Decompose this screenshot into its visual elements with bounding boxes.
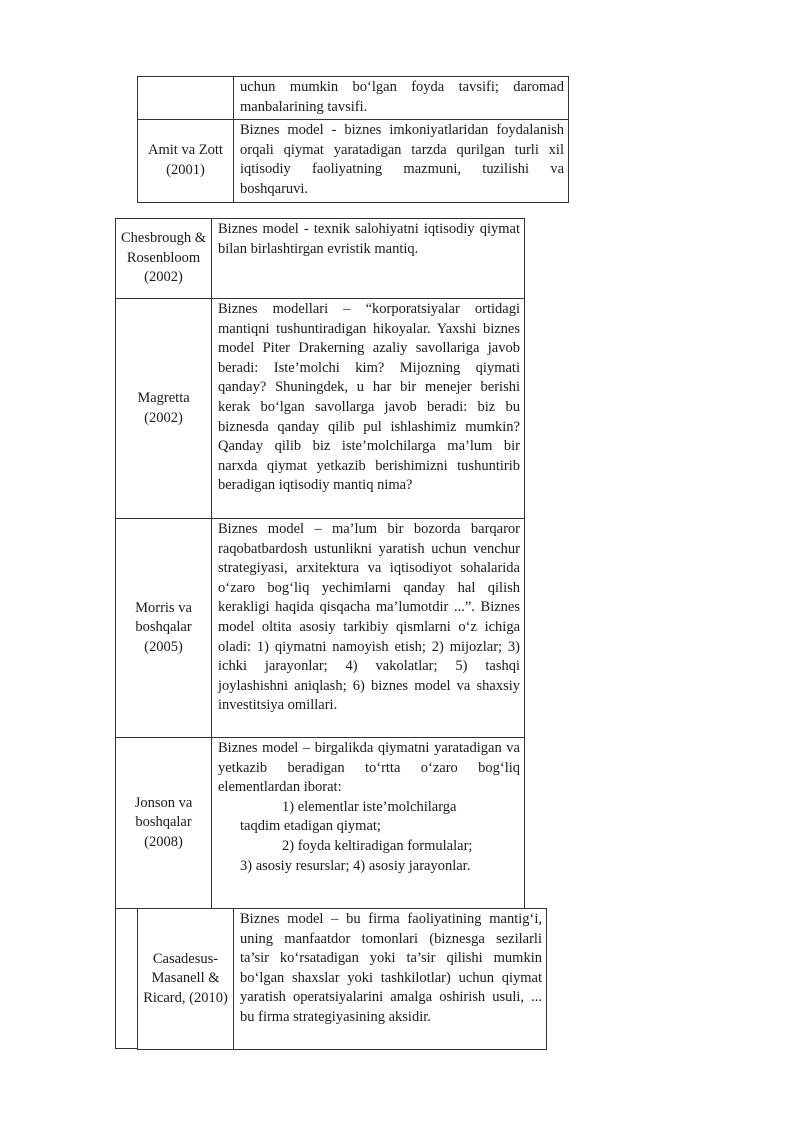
author-cell: Casadesus-Masanell & Ricard, (2010) [138, 909, 234, 1050]
definition-intro: Biznes model – birgalikda qiymatni yaratadigan va yetkazib beradigan to‘rtta o‘zaro bog‘liq elementlardan iborat: [218, 740, 520, 796]
definition-cell: Biznes model – ma’lum bir bozorda barqaror raqobatbardosh ustunlikni yaratish uchun venchur strategiyasi, arxitektura va iqtisodiyot sohalarida o‘zaro bog‘liq yechimlarni qanday hal qilish kerakligi haqida qisqacha ma’lumotdir ...”. Biznes model oltita asosiy tarkibiy qismlarni o‘z ichiga oladi: 1) qiymatni namoyish etish; 2) mijozlar; 3) ichki jarayonlar; 4) vakolatlar; 5) tashqi joylashishni aniqlash; 6) biznes model va shaxsiy investitsiya omillari. [212, 519, 525, 738]
author-cell: Jonson va boshqalar (2008) [116, 738, 212, 909]
definition-cell: Biznes model - biznes imkoniyatlaridan foydalanish orqali qiymat yaratadigan tarzda qurilgan turli xil iqtisodiy faoliyatning mazmuni, tuzilishi va boshqaruvi. [234, 120, 569, 202]
definition-cell [212, 738, 525, 909]
author-cell [138, 77, 234, 120]
table-row [116, 299, 525, 519]
definitions-table-top [137, 76, 569, 203]
author-cell: Amit va Zott (2001) [138, 120, 234, 202]
table-row [138, 909, 547, 1050]
definitions-table-bottom [137, 908, 547, 1050]
definition-cell: Biznes model – bu firma faoliyatining mantig‘i, uning manfaatdor tomonlari (biznesga sezilarli ta’sir ko‘rsatadigan yoki ta’sir qilishi mumkin bo‘lgan shaxslar yoki tashkilotlar) uchun qiymat yaratish operatsiyalarini amalga oshirish usuli, ... bu firma strategiyasining aksidir. [234, 909, 547, 1050]
definition-cell: Biznes model - texnik salohiyatni iqtisodiy qiymat bilan birlashtirgan evristik mantiq. [212, 219, 525, 299]
author-cell: Chesbrough & Rosenbloom (2002) [116, 219, 212, 299]
list-item: 1) elementlar iste’molchilarga [282, 798, 457, 815]
list-item: 3) asosiy resurslar; 4) asosiy jarayonlar. [240, 857, 471, 874]
list-item: taqdim etadigan qiymat; [240, 818, 381, 835]
table-rule [115, 908, 116, 1049]
table-row [116, 219, 525, 299]
definition-cell: Biznes modellari – “korporatsiyalar ortidagi mantiqni tushuntiradigan hikoyalar. Yaxshi biznes model Piter Drakerning azaliy savollariga javob beradi: Iste’molchi kim? Mijozning qiymati qanday? Shuningdek, u har bir menejer berishi kerak bo‘lgan savollarga javob beradi: biz bu biznesda qanday qilib pul ishlashimiz mumkin? Qanday qilib biz iste’molchilarga ma’lum bir narxda qiymat yetkazib berishimizni tushuntirib beradigan iqtisodiy mantiq nima? [212, 299, 525, 519]
table-row [116, 519, 525, 738]
table-row [116, 738, 525, 909]
definition-cell: uchun mumkin bo‘lgan foyda tavsifi; daromad manbalarining tavsifi. [234, 77, 569, 120]
table-row [138, 120, 569, 202]
table-rule [115, 1048, 138, 1049]
definitions-table-main [115, 218, 525, 909]
list-item: 2) foyda keltiradigan formulalar; [282, 837, 473, 854]
table-row [138, 77, 569, 120]
author-cell: Magretta (2002) [116, 299, 212, 519]
author-cell: Morris va boshqalar (2005) [116, 519, 212, 738]
